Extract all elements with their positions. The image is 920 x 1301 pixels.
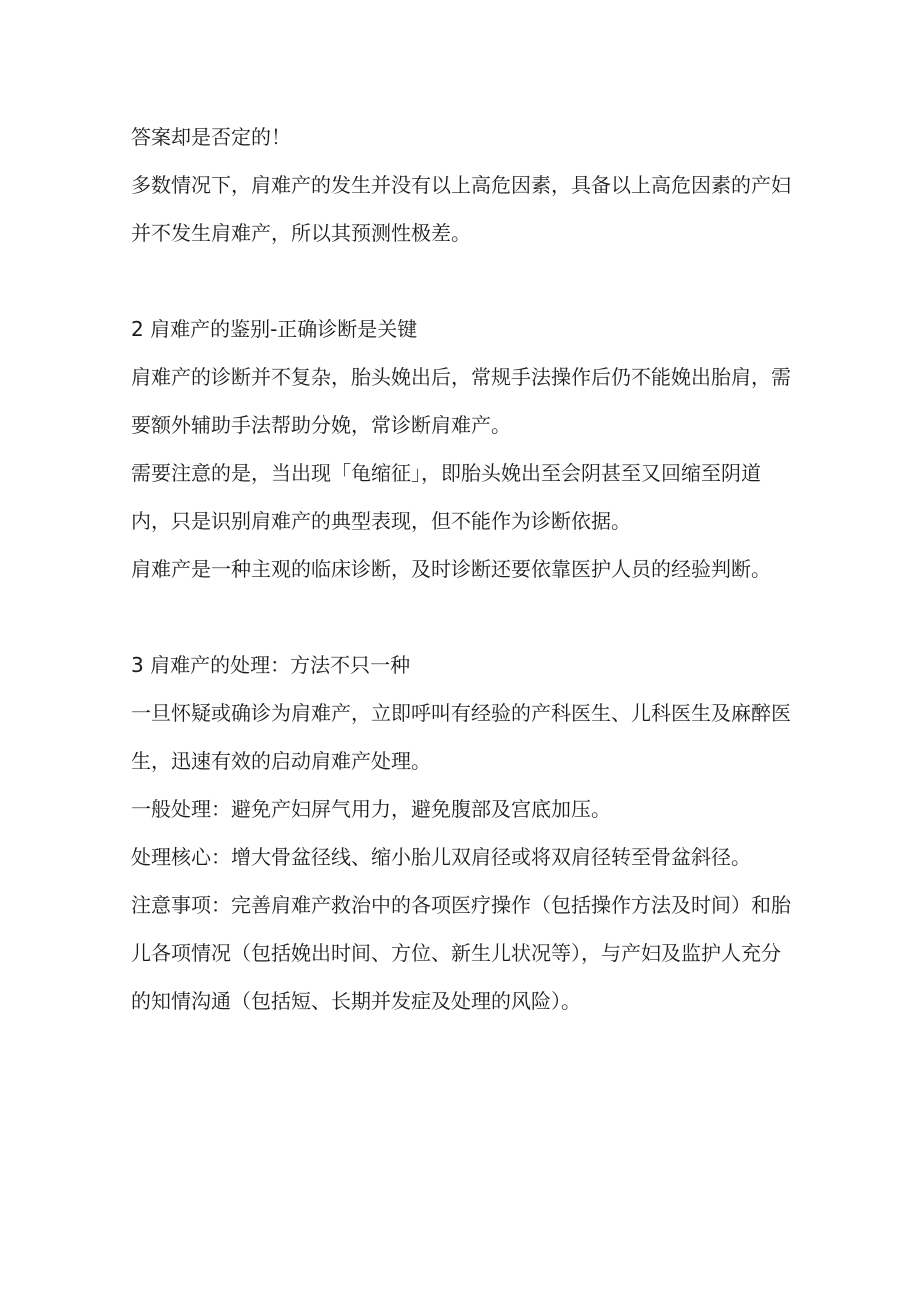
section-spacer [131,593,791,641]
treatment-core-paragraph: 处理核心：增大骨盆径线、缩小胎儿双肩径或将双肩径转至骨盆斜径。 [131,845,751,869]
section-2-heading: 2 肩难产的鉴别-正确诊断是关键 [131,317,418,341]
section-3-heading: 3 肩难产的处理：方法不只一种 [131,653,411,677]
answer-text: 答案却是否定的！ [131,125,291,149]
precautions-paragraph: 注意事项：完善肩难产救治中的各项医疗操作（包括操作方法及时间）和胎儿各项情况（包括娩出时间、方位、新生儿状况等），与产妇及监护人充分的知情沟通（包括短、长期并发症及处理的风险）。 [131,893,791,1013]
explanation-paragraph: 多数情况下，肩难产的发生并没有以上高危因素，具备以上高危因素的产妇并不发生肩难产，所以其预测性极差。 [131,173,791,245]
section-spacer [131,257,791,305]
document-page [131,113,791,1025]
clinical-diagnosis-paragraph: 肩难产是一种主观的临床诊断，及时诊断还要依靠医护人员的经验判断。 [131,557,771,581]
diagnosis-paragraph: 肩难产的诊断并不复杂，胎头娩出后，常规手法操作后仍不能娩出胎肩，需要额外辅助手法帮助分娩，常诊断肩难产。 [131,365,791,437]
turtle-sign-paragraph: 需要注意的是，当出现「龟缩征」，即胎头娩出至会阴甚至又回缩至阴道内，只是识别肩难产的典型表现，但不能作为诊断依据。 [131,461,761,533]
general-treatment-paragraph: 一般处理：避免产妇屏气用力，避免腹部及宫底加压。 [131,797,611,821]
emergency-call-paragraph: 一旦怀疑或确诊为肩难产，立即呼叫有经验的产科医生、儿科医生及麻醉医生，迅速有效的启动肩难产处理。 [131,701,791,773]
